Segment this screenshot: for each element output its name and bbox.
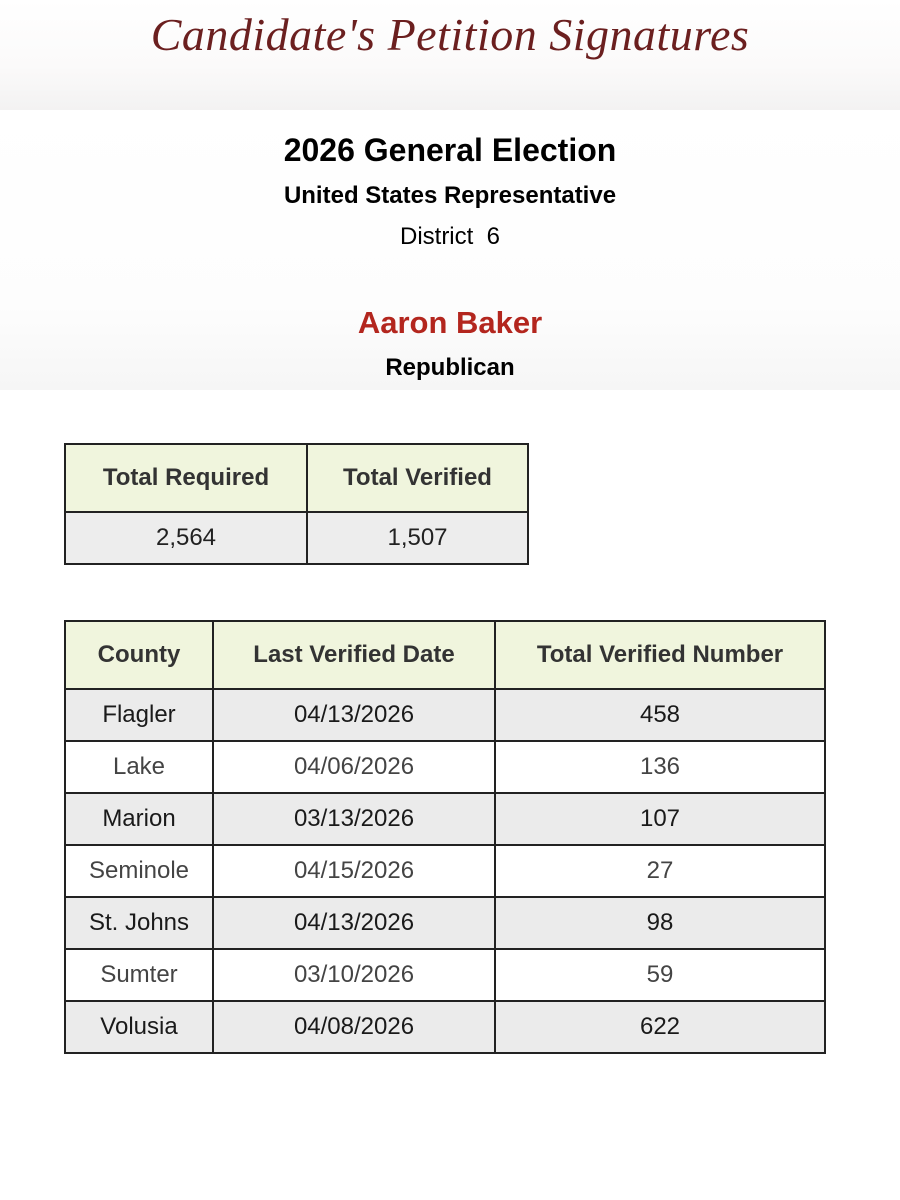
totals-value-row [65,512,528,564]
number-cell: 107 [495,793,825,845]
table-row [65,689,825,741]
candidate-party: Republican [385,354,515,381]
county-cell: Marion [65,793,213,845]
county-cell: Seminole [65,845,213,897]
totals-table [64,443,529,565]
office-name: United States Representative [283,182,617,209]
date-cell: 04/08/2026 [213,1001,495,1053]
county-cell: Sumter [65,949,213,1001]
candidate-name: Aaron Baker [357,305,543,340]
column-header-number: Total Verified Number [495,621,825,689]
date-cell: 03/10/2026 [213,949,495,1001]
county-cell: Flagler [65,689,213,741]
county-table-header-row [65,621,825,689]
table-row [65,897,825,949]
table-row [65,793,825,845]
county-cell: St. Johns [65,897,213,949]
number-cell: 59 [495,949,825,1001]
total-required-value: 2,564 [65,512,307,564]
number-cell: 622 [495,1001,825,1053]
table-row [65,845,825,897]
total-required-header: Total Required [65,444,307,512]
table-row [65,741,825,793]
column-header-county: County [65,621,213,689]
table-row [65,1001,825,1053]
election-name: 2026 General Election [283,132,617,168]
number-cell: 27 [495,845,825,897]
county-cell: Lake [65,741,213,793]
total-verified-value: 1,507 [307,512,528,564]
column-header-date: Last Verified Date [213,621,495,689]
county-cell: Volusia [65,1001,213,1053]
county-table [64,620,826,1054]
total-verified-header: Total Verified [307,444,528,512]
number-cell: 98 [495,897,825,949]
page-title: Candidate's Petition Signatures [150,9,750,60]
date-cell: 04/15/2026 [213,845,495,897]
date-cell: 03/13/2026 [213,793,495,845]
totals-header-row [65,444,528,512]
district-label: District 6 [399,223,500,250]
date-cell: 04/13/2026 [213,897,495,949]
date-cell: 04/13/2026 [213,689,495,741]
number-cell: 136 [495,741,825,793]
table-row [65,949,825,1001]
number-cell: 458 [495,689,825,741]
date-cell: 04/06/2026 [213,741,495,793]
